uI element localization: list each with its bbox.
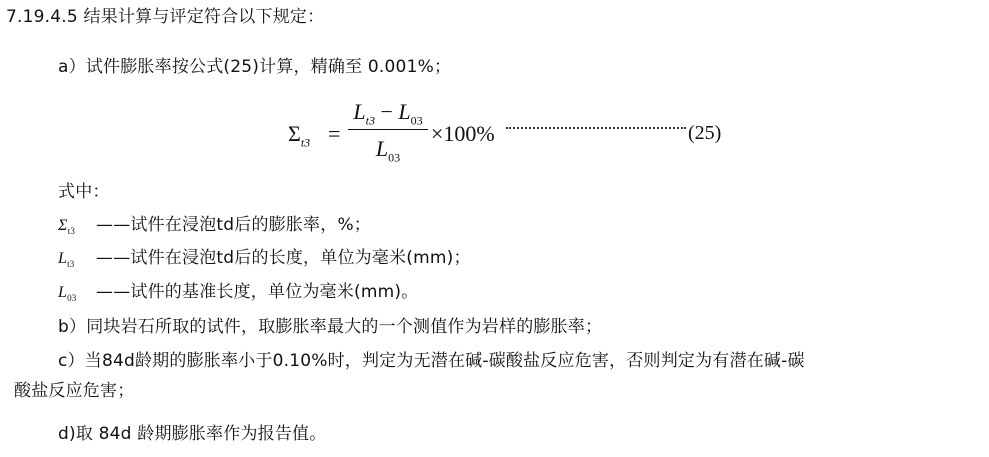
formula-equals: =: [328, 121, 341, 146]
item-c-text-line1: c）当84d龄期的膨胀率小于0.10%时，判定为无潜在碱-碳酸盐反应危害，否则判定为有潜在碱-碳: [58, 351, 805, 371]
denominator-l: L: [375, 136, 389, 161]
numerator-l1: L: [353, 99, 366, 124]
definition-symbol: [58, 282, 96, 309]
formula-denominator: [348, 134, 428, 164]
item-b-text: b）同块岩石所取的试件，取膨胀率最大的一个测值作为岩样的膨胀率；: [58, 317, 603, 337]
item-d-text: d)取 84d 龄期膨胀率作为报告值。: [58, 424, 327, 444]
numerator-l2-sub: 03: [410, 113, 423, 128]
definition-symbol-main: Σ: [58, 217, 68, 234]
definition-text: ——试件在浸泡td后的长度，单位为毫米(mm)；: [96, 248, 471, 268]
definition-symbol-main: L: [58, 250, 68, 267]
definition-row: [58, 247, 471, 275]
fraction-bar: [348, 129, 428, 130]
definition-symbol-main: L: [58, 284, 68, 301]
definition-row: [58, 214, 371, 242]
item-c-text-line2: 酸盐反应危害；: [14, 381, 135, 401]
where-label: 式中：: [58, 182, 110, 202]
formula-dot-leader: [506, 127, 686, 129]
expansion-rate-formula: [288, 97, 728, 167]
formula-lhs-sub: t3: [300, 135, 311, 150]
definition-symbol-sub: 03: [67, 293, 77, 304]
definition-text: ——试件在浸泡td后的膨胀率，%；: [96, 215, 372, 235]
formula-fraction: [348, 97, 428, 164]
formula-lhs-symbol: Σ: [288, 121, 301, 146]
equation-number: (25): [688, 122, 722, 144]
numerator-l1-sub: t3: [365, 113, 375, 128]
section-heading: 7.19.4.5 结果计算与评定符合以下规定：: [6, 7, 325, 27]
formula-lhs: [288, 121, 310, 150]
formula-numerator: [348, 97, 428, 127]
definition-symbol: [58, 248, 96, 275]
definition-symbol-sub: t3: [67, 259, 75, 270]
numerator-l2: L: [398, 99, 411, 124]
definition-text: ——试件的基准长度，单位为毫米(mm)。: [96, 282, 419, 302]
denominator-sub: 03: [388, 150, 401, 165]
item-a-text: a）试件膨胀率按公式(25)计算，精确至 0.001%；: [58, 57, 452, 77]
formula-times-100: ×100%: [431, 121, 495, 146]
numerator-minus: −: [374, 99, 399, 124]
definition-symbol: [58, 215, 96, 242]
definition-symbol-sub: t3: [67, 226, 76, 237]
definition-row: [58, 281, 418, 309]
